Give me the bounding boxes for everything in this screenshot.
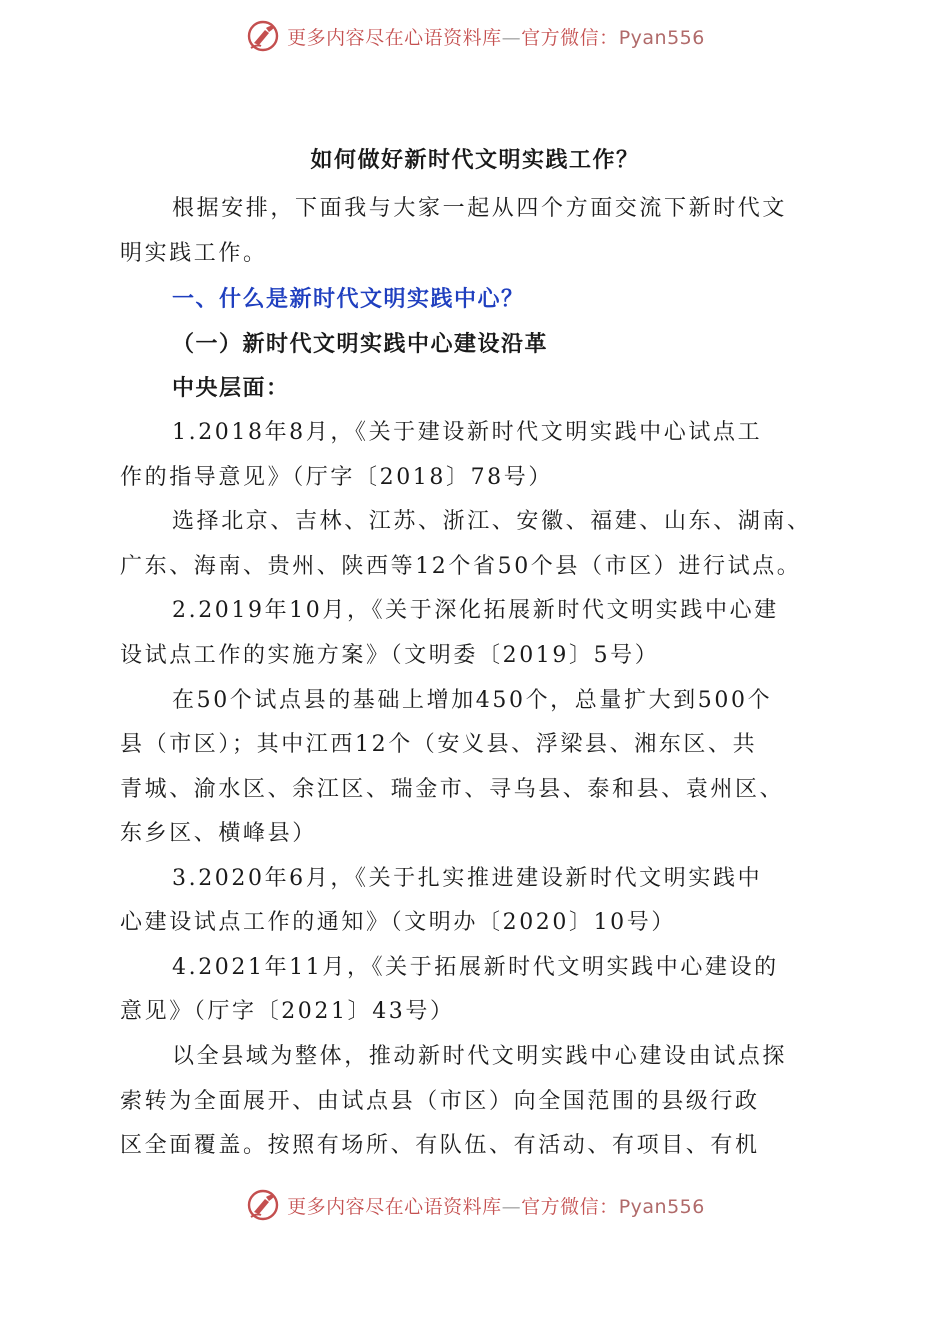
paragraph-line: 以全县域为整体，推动新时代文明实践中心建设由试点探 [172, 1044, 788, 1069]
section-heading: 一、什么是新时代文明实践中心？ [172, 286, 525, 312]
banner-brand: 更多内容尽在心语资料库 [287, 1195, 502, 1218]
banner-text [287, 1192, 705, 1219]
subsection-heading: 中央层面： [172, 375, 290, 401]
banner-separator: — [501, 26, 522, 49]
banner-label: 官方微信： [521, 26, 619, 49]
brand-logo-icon [245, 1187, 281, 1223]
paragraph-line: 根据安排，下面我与大家一起从四个方面交流下新时代文 [172, 196, 788, 221]
banner-separator: — [501, 1195, 522, 1218]
page-title: 如何做好新时代文明实践工作？ [310, 147, 640, 173]
paragraph-line: 索转为全面展开、由试点县（市区）向全国范围的县级行政 [120, 1089, 760, 1114]
subsection-heading: （一）新时代文明实践中心建设沿革 [172, 331, 549, 357]
paragraph-line: 县（市区）；其中江西12个（安义县、浮梁县、湘东区、共 [120, 732, 758, 757]
paragraph-line: 意见》（厅字〔2021〕43号） [120, 999, 455, 1024]
brand-logo-icon [245, 18, 281, 54]
paragraph-line: 2.2019年10月，《关于深化拓展新时代文明实践中心建 [172, 598, 779, 623]
header-banner [0, 16, 950, 56]
banner-account: Pyan556 [618, 26, 705, 49]
banner-text [287, 23, 705, 50]
paragraph-line: 1.2018年8月，《关于建设新时代文明实践中心试点工 [172, 420, 763, 445]
banner-account: Pyan556 [618, 1195, 705, 1218]
paragraph-line: 东乡区、横峰县） [120, 821, 317, 846]
paragraph-line: 明实践工作。 [120, 241, 268, 266]
banner-brand: 更多内容尽在心语资料库 [287, 26, 502, 49]
paragraph-line: 作的指导意见》（厅字〔2018〕78号） [120, 465, 553, 490]
paragraph-line: 青城、渝水区、余江区、瑞金市、寻乌县、泰和县、袁州区、 [120, 777, 785, 802]
paragraph-line: 在50个试点县的基础上增加450个，总量扩大到500个 [172, 688, 773, 713]
paragraph-line: 设试点工作的实施方案》（文明委〔2019〕5号） [120, 643, 660, 668]
paragraph-line: 4.2021年11月，《关于拓展新时代文明实践中心建设的 [172, 955, 779, 980]
paragraph-line: 广东、海南、贵州、陕西等12个省50个县（市区）进行试点。 [120, 554, 802, 579]
paragraph-line: 选择北京、吉林、江苏、浙江、安徽、福建、山东、湖南、 [172, 509, 812, 534]
footer-banner [0, 1185, 950, 1225]
banner-label: 官方微信： [521, 1195, 619, 1218]
paragraph-line: 心建设试点工作的通知》（文明办〔2020〕10号） [120, 910, 676, 935]
paragraph-line: 3.2020年6月，《关于扎实推进建设新时代文明实践中 [172, 866, 763, 891]
paragraph-line: 区全面覆盖。按照有场所、有队伍、有活动、有项目、有机 [120, 1133, 760, 1158]
